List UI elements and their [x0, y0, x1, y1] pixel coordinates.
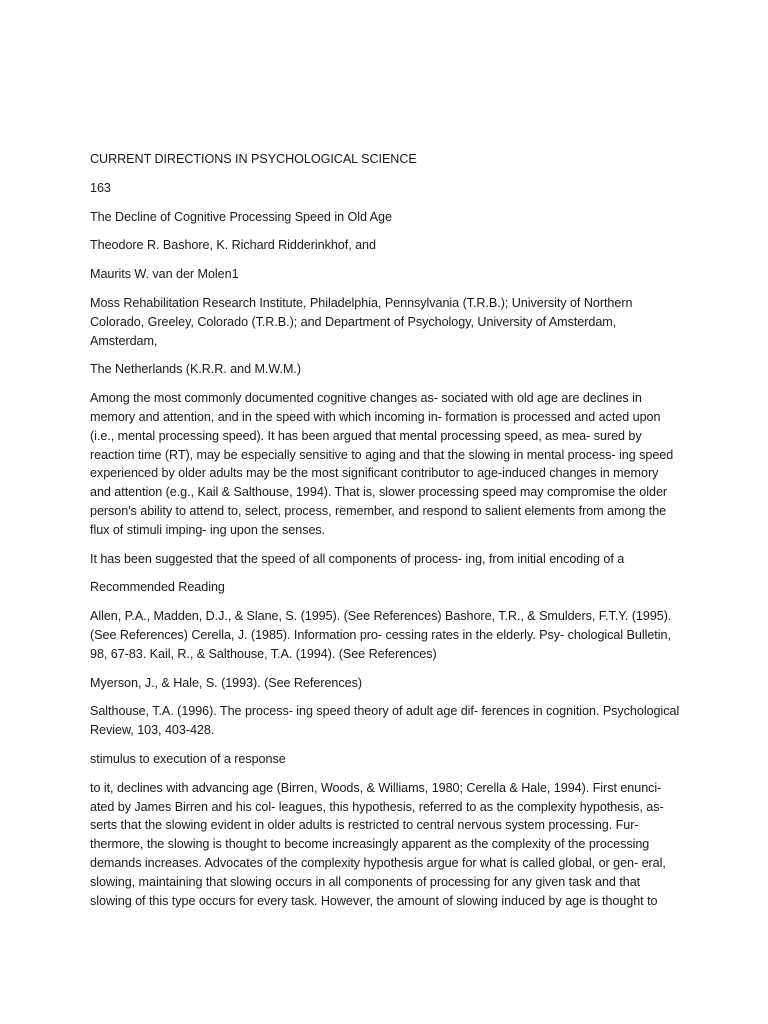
- journal-name: CURRENT DIRECTIONS IN PSYCHOLOGICAL SCIENCE: [90, 152, 417, 166]
- document-page: [90, 150, 680, 920]
- affiliation-country: The Netherlands (K.R.R. and M.W.M.): [90, 362, 302, 377]
- affiliation: Moss Rehabilitation Research Institute, Philadelphia, Pennsylvania (T.R.B.); University of Northern Colorado, Greeley, Colorado (T.R.B.); and Department of Psychology, University of Amsterdam, Amsterdam,: [90, 295, 633, 348]
- reading-entry-1: Allen, P.A., Madden, D.J., & Slane, S. (1995). (See References) Bashore, T.R., & Smulders, F.T.Y. (1995). (See References) Cerella, J. (1985). Information pro- cessing rates in the elderly. Psy- chological Bulletin, 98, 67-83. Kail, R., & Salthouse, T.A. (1994). (See References): [90, 609, 672, 661]
- authors-line-1: Theodore R. Bashore, K. Richard Ridderinkhof, and: [90, 238, 376, 253]
- page-number: 163: [90, 180, 111, 195]
- reading-entry-2: Myerson, J., & Hale, S. (1993). (See References): [90, 675, 362, 690]
- stimulus-line: stimulus to execution of a response: [90, 751, 286, 766]
- continuation-paragraph: to it, declines with advancing age (Birren, Woods, & Williams, 1980; Cerella & Hale, 1994). First enunci- ated by James Birren and his col- leagues, this hypothesis, referred to as the complexity hypothesis, as- serts that the slowing evident in older adults is restricted to central nervous system processing. Fur- thermore, the slowing is thought to become increasingly apparent as the complexity of the processing demands increases. Advocates of the complexity hypothesis argue for what is called global, or gen- eral, slowing, maintaining that slowing occurs in all components of processing for any given task and that slowing of this type occurs for every task. However, the amount of slowing induced by age is thought to: [90, 780, 666, 908]
- reading-entry-3: Salthouse, T.A. (1996). The process- ing speed theory of adult age dif- ferences in cognition. Psychological Review, 103, 403-428.: [90, 704, 680, 738]
- recommended-reading-heading: Recommended Reading: [90, 580, 225, 595]
- article-title: The Decline of Cognitive Processing Speed in Old Age: [90, 209, 392, 224]
- intro-paragraph: Among the most commonly documented cognitive changes as- sociated with old age are declines in memory and attention, and in the speed with which incoming in- formation is processed and acted upon (i.e., mental processing speed). It has been argued that mental processing speed, as mea- sured by reaction time (RT), may be especially sensitive to aging and that the slowing in mental process- ing speed experienced by older adults may be the most significant contributor to age-induced changes in memory and attention (e.g., Kail & Salthouse, 1994). That is, slower processing speed may compromise the older person's ability to attend to, select, process, remember, and respond to salient elements from among the flux of stimuli imping- ing upon the senses.: [90, 391, 674, 537]
- authors-line-2: Maurits W. van der Molen1: [90, 267, 239, 282]
- suggestion-line: It has been suggested that the speed of all components of process- ing, from initial encoding of a: [90, 551, 625, 566]
